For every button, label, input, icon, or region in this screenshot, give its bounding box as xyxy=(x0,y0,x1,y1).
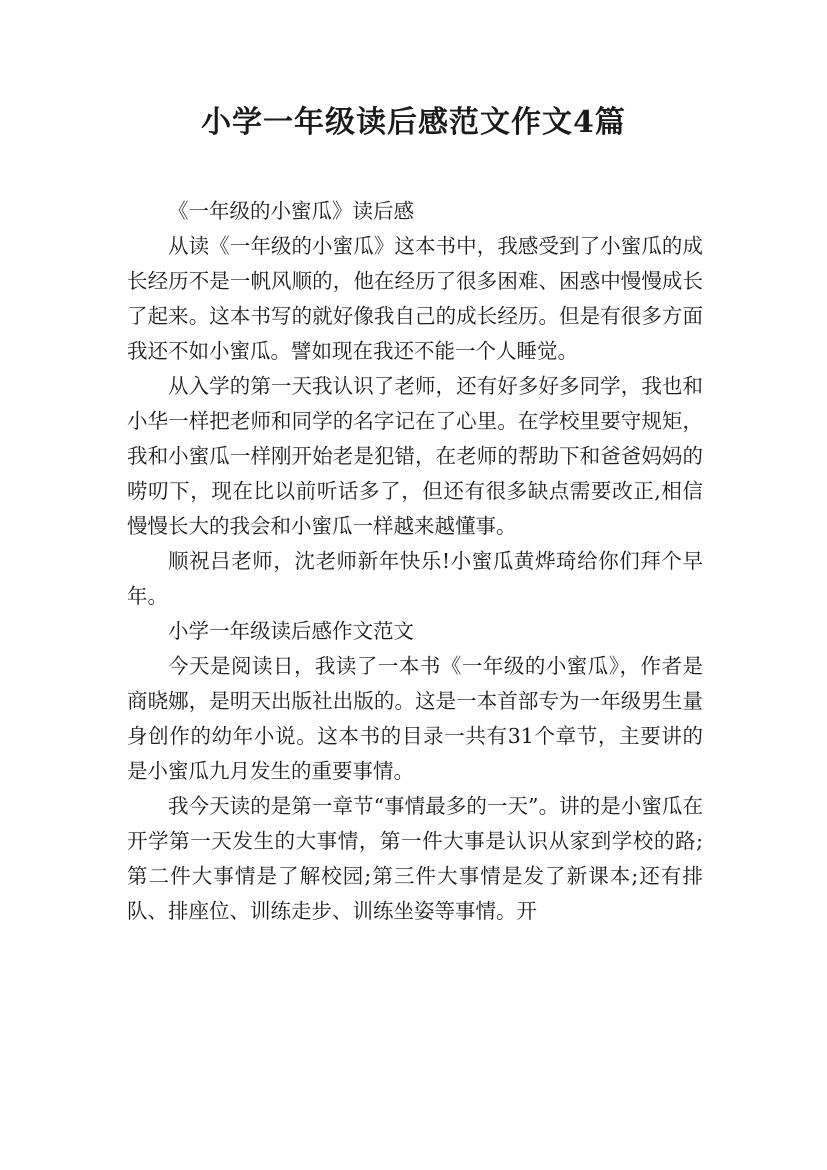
section-heading-1: 《一年级的小蜜瓜》读后感 xyxy=(168,199,414,223)
document-title: 小学一年级读后感范文作文4篇 xyxy=(201,105,626,140)
paragraph: 今天是阅读日，我读了一本书《一年级的小蜜瓜》，作者是商晓娜，是明天出版社出版的。这是一本首部专为一年级男生量身创作的幼年小说。这本书的目录一共有31个章节，主要讲的是小蜜瓜九月发生的重要事情。 xyxy=(127,654,703,783)
paragraph: 从入学的第一天我认识了老师，还有好多好多同学，我也和小华一样把老师和同学的名字记在了心里。在学校里要守规矩，我和小蜜瓜一样刚开始老是犯错，在老师的帮助下和爸爸妈妈的唠叨下，现在比以前听话多了，但还有很多缺点需要改正,相信慢慢长大的我会和小蜜瓜一样越来越懂事。 xyxy=(127,374,703,538)
document-body xyxy=(127,194,703,929)
paragraph: 从读《一年级的小蜜瓜》这本书中，我感受到了小蜜瓜的成长经历不是一帆风顺的，他在经历了很多困难、困惑中慢慢成长了起来。这本书写的就好像我自己的成长经历。但是有很多方面我还不如小蜜瓜。譬如现在我还不能一个人睡觉。 xyxy=(127,234,703,363)
paragraph: 我今天读的是第一章节“事情最多的一天”。讲的是小蜜瓜在开学第一天发生的大事情，第一件大事是认识从家到学校的路;第二件大事情是了解校园;第三件大事情是发了新课本;还有排队、排座位、训练走步、训练坐姿等事情。开 xyxy=(127,794,703,923)
section-heading-2: 小学一年级读后感作文范文 xyxy=(168,619,414,643)
paragraph: 顺祝吕老师，沈老师新年快乐!小蜜瓜黄烨琦给你们拜个早年。 xyxy=(127,549,703,608)
